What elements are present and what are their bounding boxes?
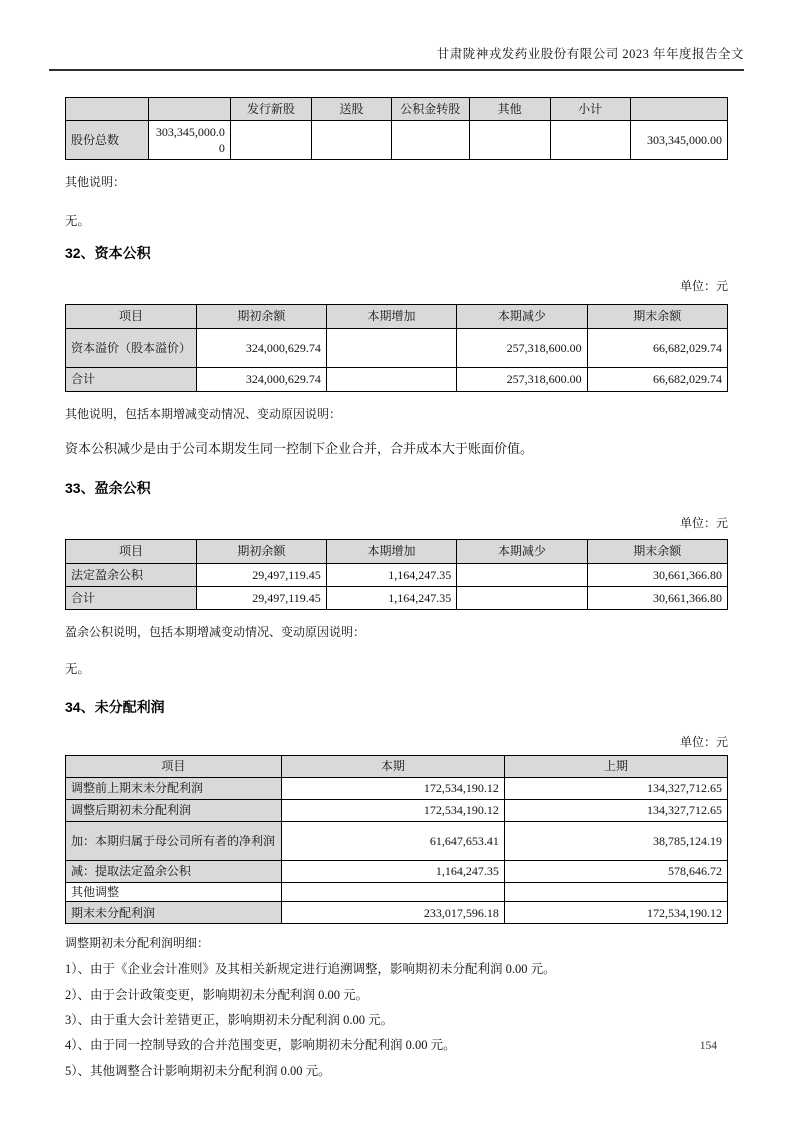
table-header-cell: 其他: [469, 98, 550, 121]
table-header-row: [66, 98, 728, 121]
adjustment-detail-label: 调整期初未分配利润明细：: [65, 936, 210, 951]
table-cell: 233,017,596.18: [281, 902, 504, 924]
table-cell: 324,000,629.74: [197, 329, 327, 368]
table-cell: 303,345,000.00: [630, 121, 727, 160]
table-cell: [550, 121, 630, 160]
table-cell: [326, 329, 456, 368]
page-content: [65, 97, 728, 1078]
row-label-cell: 合计: [66, 368, 197, 392]
table-header-cell: 发行新股: [230, 98, 311, 121]
table-row: [66, 861, 728, 883]
table-cell: 324,000,629.74: [197, 368, 327, 392]
table-row: [66, 800, 728, 822]
table-cell: 30,661,366.80: [587, 564, 727, 587]
row-label-cell: 其他调整: [66, 883, 282, 902]
table-cell: [457, 587, 587, 610]
adjustment-detail-item: 3）、由于重大会计差错更正，影响期初未分配利润 0.00 元。: [65, 1012, 394, 1027]
table-header-cell: 项目: [66, 540, 197, 564]
table-header-cell: 送股: [312, 98, 391, 121]
table-row: [66, 587, 728, 610]
table-row: [66, 883, 728, 902]
table-cell: [457, 564, 587, 587]
row-label-cell: 期末未分配利润: [66, 902, 282, 924]
table-cell: 66,682,029.74: [587, 329, 727, 368]
table-cell: [391, 121, 469, 160]
table-cell: 257,318,600.00: [457, 368, 587, 392]
adjustment-detail-item: 1）、由于《企业会计准则》及其相关新规定进行追溯调整，影响期初未分配利润 0.00 元。: [65, 962, 556, 977]
table-cell: 38,785,124.19: [504, 822, 727, 861]
unit-label: 单位：元: [679, 735, 728, 749]
capital-reserve-note-label: 其他说明，包括本期增减变动情况、变动原因说明：: [65, 407, 342, 421]
table-cell: 134,327,712.65: [504, 778, 727, 800]
table-row: [66, 329, 728, 368]
page-header-title: 甘肃陇神戎发药业股份有限公司 2023 年年度报告全文: [49, 44, 744, 71]
table-cell: 172,534,190.12: [281, 800, 504, 822]
adjustment-detail-item: 2）、由于会计政策变更，影响期初未分配利润 0.00 元。: [65, 987, 369, 1002]
capital-reserve-table: [65, 304, 728, 392]
table-cell: [469, 121, 550, 160]
table-header-cell: 本期减少: [457, 305, 587, 329]
table-header-cell: 本期增加: [326, 540, 456, 564]
table-header-cell: 项目: [66, 305, 197, 329]
table-header-row: [66, 756, 728, 778]
table-header-cell: 期末余额: [587, 305, 727, 329]
row-label-cell: 资本溢价（股本溢价）: [66, 329, 197, 368]
section-heading-capital-reserve: 32、资本公积: [65, 245, 151, 261]
share-change-table: [65, 97, 728, 160]
table-header-cell: 期末余额: [587, 540, 727, 564]
table-cell: [230, 121, 311, 160]
table-header-cell: 期初余额: [197, 540, 327, 564]
table-cell: 1,164,247.35: [281, 861, 504, 883]
table-cell: [504, 883, 727, 902]
row-label-cell: 调整后期初未分配利润: [66, 800, 282, 822]
section-heading-undistributed-profit: 34、未分配利润: [65, 699, 165, 715]
table-cell: 172,534,190.12: [504, 902, 727, 924]
table-header-row: [66, 305, 728, 329]
table-row: [66, 121, 728, 160]
table-header-cell: 期初余额: [197, 305, 327, 329]
table-cell: 578,646.72: [504, 861, 727, 883]
unit-label: 单位：元: [679, 516, 728, 530]
table-header-cell: 公积金转股: [391, 98, 469, 121]
table-cell: 134,327,712.65: [504, 800, 727, 822]
row-label-cell: 减：提取法定盈余公积: [66, 861, 282, 883]
unit-label: 单位：元: [679, 279, 728, 293]
adjustment-detail-item: 4）、由于同一控制导致的合并范围变更，影响期初未分配利润 0.00 元。: [65, 1038, 456, 1053]
share-note-value: 无。: [65, 214, 91, 228]
capital-reserve-note: 资本公积减少是由于公司本期发生同一控制下企业合并，合并成本大于账面价值。: [65, 441, 534, 456]
table-header-cell: 本期增加: [326, 305, 456, 329]
table-cell: 29,497,119.45: [197, 587, 327, 610]
table-cell: 66,682,029.74: [587, 368, 727, 392]
table-cell: 30,661,366.80: [587, 587, 727, 610]
share-note-label: 其他说明：: [65, 175, 126, 189]
table-header-cell: [66, 98, 149, 121]
table-row: [66, 368, 728, 392]
table-header-cell: 小计: [550, 98, 630, 121]
table-header-cell: [630, 98, 727, 121]
table-cell: 1,164,247.35: [326, 587, 456, 610]
table-header-cell: 上期: [504, 756, 727, 778]
row-label-cell: 合计: [66, 587, 197, 610]
table-cell: 172,534,190.12: [281, 778, 504, 800]
table-header-cell: 本期减少: [457, 540, 587, 564]
table-row: [66, 778, 728, 800]
table-header-cell: [148, 98, 230, 121]
adjustment-detail-item: 5）、其他调整合计影响期初未分配利润 0.00 元。: [65, 1063, 331, 1078]
table-cell: 61,647,653.41: [281, 822, 504, 861]
row-label-cell: 股份总数: [66, 121, 149, 160]
table-cell: 257,318,600.00: [457, 329, 587, 368]
table-row: [66, 564, 728, 587]
table-row: [66, 822, 728, 861]
section-heading-surplus-reserve: 33、盈余公积: [65, 480, 151, 496]
table-header-cell: 项目: [66, 756, 282, 778]
surplus-reserve-note: 无。: [65, 662, 91, 676]
table-cell: 29,497,119.45: [197, 564, 327, 587]
row-label-cell: 加：本期归属于母公司所有者的净利润: [66, 822, 282, 861]
table-cell: 303,345,000.00: [148, 121, 230, 160]
table-header-row: [66, 540, 728, 564]
table-header-cell: 本期: [281, 756, 504, 778]
surplus-reserve-note-label: 盈余公积说明，包括本期增减变动情况、变动原因说明：: [65, 625, 366, 639]
table-cell: [312, 121, 391, 160]
table-row: [66, 902, 728, 924]
page-number: 154: [699, 1040, 717, 1052]
table-cell: [326, 368, 456, 392]
table-cell: [281, 883, 504, 902]
row-label-cell: 调整前上期末未分配利润: [66, 778, 282, 800]
row-label-cell: 法定盈余公积: [66, 564, 197, 587]
table-cell: 1,164,247.35: [326, 564, 456, 587]
undistributed-profit-table: [65, 755, 728, 924]
surplus-reserve-table: [65, 539, 728, 610]
